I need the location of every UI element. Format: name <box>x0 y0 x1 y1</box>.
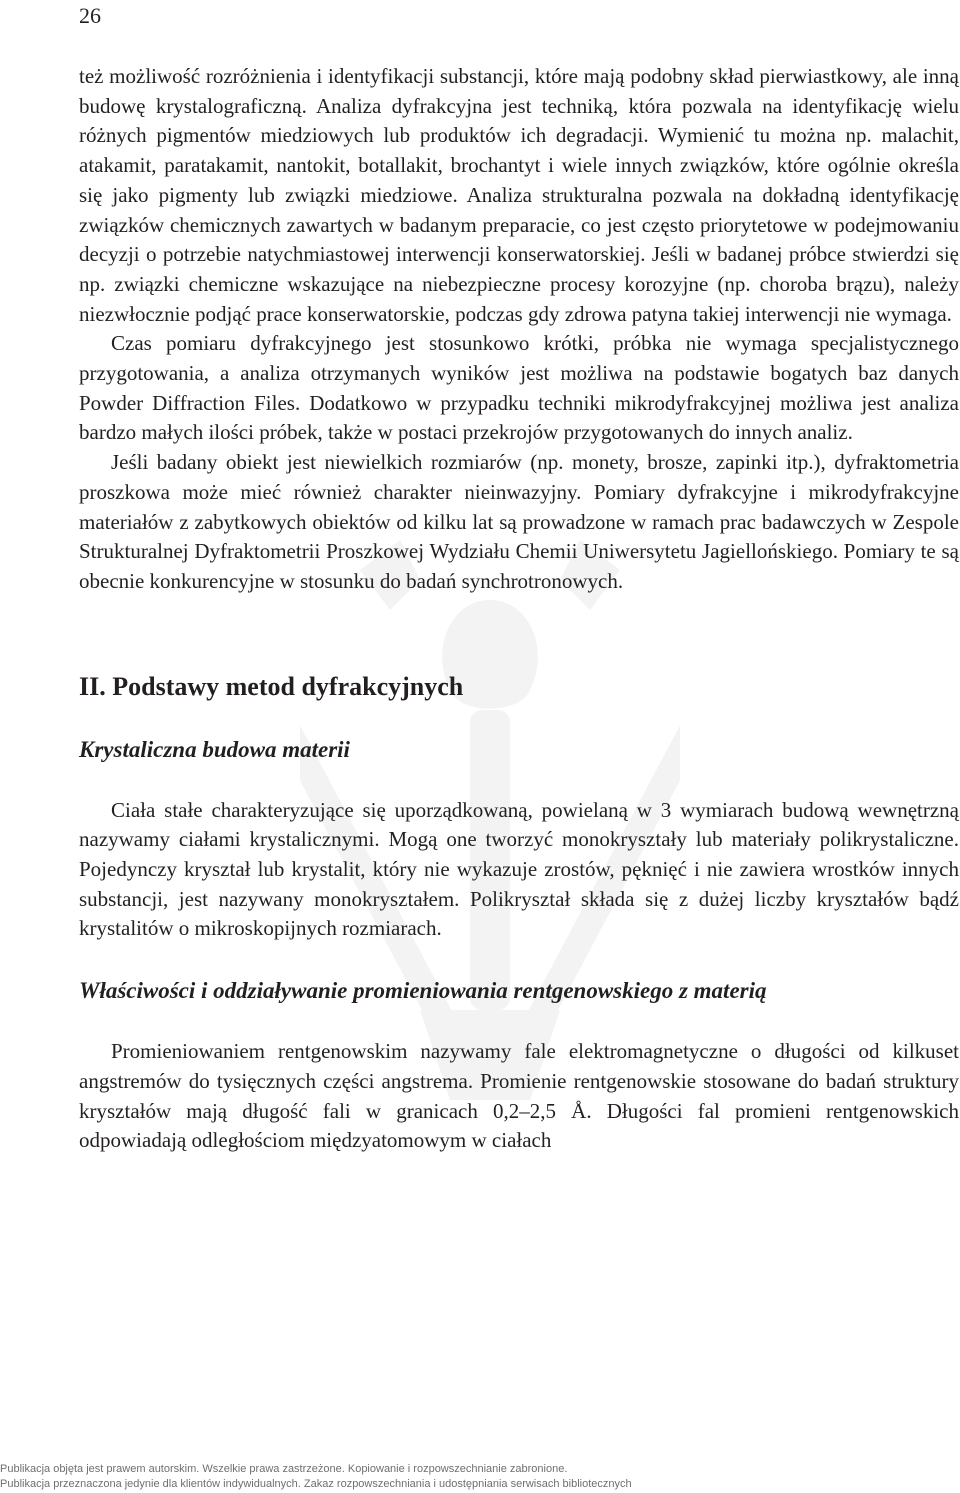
page-number: 26 <box>79 3 101 28</box>
page-body <box>79 62 959 1156</box>
body-paragraph: też możliwość rozróżnienia i identyfikacji substancji, które mają podobny skład pierwiastkowy, ale inną budowę krystalograficzną. Analiza dyfrakcyjna jest techniką, która pozwala na identyfikację wielu różnych pigmentów miedziowych lub produktów ich degradacji. Wymienić tu można np. malachit, atakamit, paratakamit, nantokit, botallakit, brochantyt i wiele innych związków, które ogólnie określa się jako pigmenty lub związki miedziowe. Analiza strukturalna pozwala na dokładną identyfikację związków chemicznych zawartych w badanym preparacie, co jest często priorytetowe w podejmowaniu decyzji o potrzebie natychmiastowej interwencji konserwatorskiej. Jeśli w badanej próbce stwierdzi się np. związki chemiczne wskazujące na niebezpieczne procesy korozyjne (np. choroba brązu), należy niezwłocznie podjąć prace konserwatorskie, podczas gdy zdrowa patyna takiej interwencji nie wymaga. <box>79 64 959 326</box>
section-heading: II. Podstawy metod dyfrakcyjnych <box>79 671 464 701</box>
subsection-heading: Krystaliczna budowa materii <box>79 736 350 762</box>
body-paragraph: Jeśli badany obiekt jest niewielkich rozmiarów (np. monety, brosze, zapinki itp.), dyfraktometria proszkowa może mieć również charakter nieinwazyjny. Pomiary dyfrakcyjne i mikrodyfrakcyjne materiałów z zabytkowych obiektów od kilku lat są prowadzone w ramach prac badawczych w Zespole Strukturalnej Dyfraktometrii Proszkowej Wydziału Chemii Uniwersytetu Jagiellońskiego. Pomiary te są obecnie konkurencyjne w stosunku do badań synchrotronowych. <box>79 450 959 593</box>
body-paragraph: Ciała stałe charakteryzujące się uporządkowaną, powielaną w 3 wymiarach budową wewnętrzną nazywamy ciałami krystalicznymi. Mogą one tworzyć monokryształy lub materiały polikrystaliczne. Pojedynczy kryształ lub krystalit, który nie wykazuje zrostów, pęknięć i nie zawiera wrostków innych substancji, jest nazywany monokryształem. Polikryształ składa się z dużej liczby kryształów bądź krystalitów o mikroskopijnych rozmiarach. <box>79 797 959 941</box>
subsection-heading: Właściwości i oddziaływanie promieniowania rentgenowskiego z materią <box>79 978 767 1004</box>
footer-line: Publikacja przeznaczona jedynie dla klientów indywidualnych. Zakaz rozpowszechniania i udostępniania serwisach bibliotecznych <box>0 1478 632 1490</box>
body-paragraph: Czas pomiaru dyfrakcyjnego jest stosunkowo krótki, próbka nie wymaga specjalistycznego przygotowania, a analiza otrzymanych wyników jest możliwa na podstawie bogatych baz danych Powder Diffraction Files. Dodatkowo w przypadku techniki mikrodyfrakcyjnej możliwa jest analiza bardzo małych ilości próbek, także w postaci przekrojów przygotowanych do innych analiz. <box>79 331 959 445</box>
copyright-footer <box>0 1462 632 1492</box>
body-paragraph: Promieniowaniem rentgenowskim nazywamy fale elektromagnetyczne o długości od kilkuset angstremów do tysięcznych części angstrema. Promienie rentgenowskie stosowane do badań struktury kryształów mają długość fali w granicach 0,2–2,5 Å. Długości fal promieni rentgenowskich odpowiadają odległościom międzyatomowym w ciałach <box>79 1039 959 1153</box>
footer-line: Publikacja objęta jest prawem autorskim. Wszelkie prawa zastrzeżone. Kopiowanie i rozpowszechnianie zabronione. <box>0 1463 568 1475</box>
